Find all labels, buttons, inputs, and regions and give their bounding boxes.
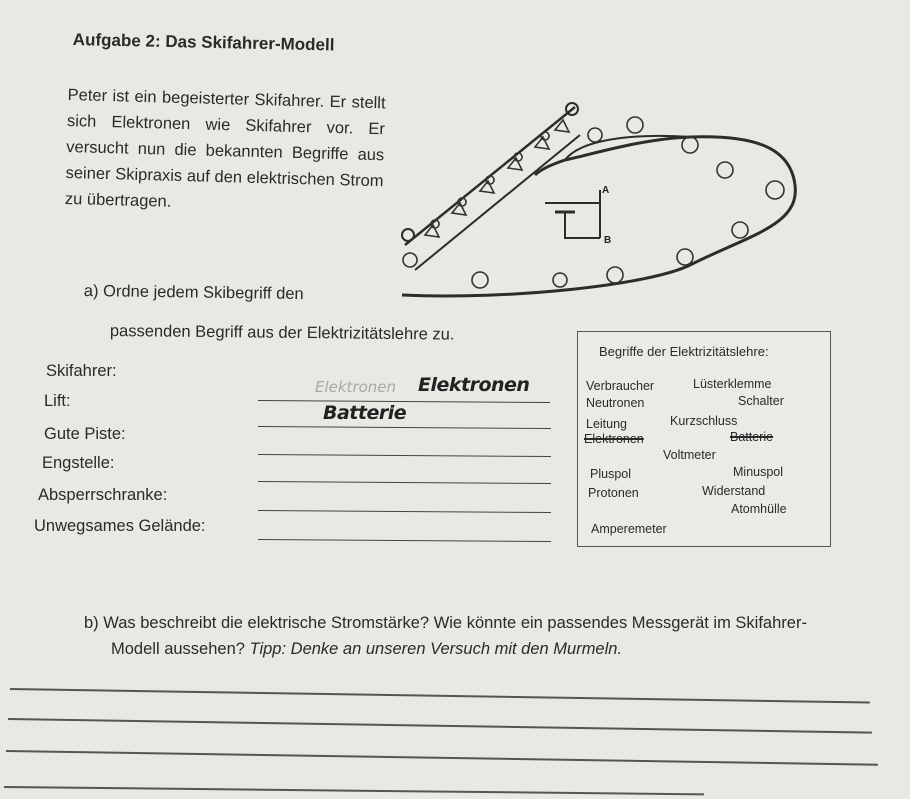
answer-skifahrer: Elektronen	[418, 374, 530, 396]
option-atomhuelle: Atomhülle	[731, 502, 787, 516]
option-leitung: Leitung	[586, 417, 628, 431]
label-b: B	[604, 235, 612, 246]
lift-skier	[508, 153, 522, 170]
answer-line-b-3[interactable]	[6, 750, 878, 765]
part-b-question-1: b) Was beschreibt die elektrische Stromstärke? Wie könnte ein passendes Messgerät im Skifahrer-	[84, 614, 807, 632]
battery-wire	[580, 190, 600, 203]
option-kurzschluss: Kurzschluss	[670, 414, 738, 428]
term-label-skifahrer: Skifahrer:	[46, 362, 117, 380]
term-label-gute-piste: Gute Piste:	[44, 425, 126, 443]
answer-line-absperrschranke[interactable]	[258, 510, 551, 513]
task-title: Aufgabe 2: Das Skifahrer-Modell	[72, 30, 335, 55]
piste-loop	[402, 137, 795, 296]
answer-line-unwegsames-gelaende[interactable]	[258, 539, 551, 542]
answer-line-b-2[interactable]	[8, 718, 872, 733]
part-b-question-2-text: Modell aussehen?	[111, 640, 245, 658]
option-protonen: Protonen	[588, 486, 639, 500]
lift-skier	[535, 132, 549, 149]
skier-model-illustration	[390, 95, 810, 310]
piste-skier	[717, 162, 733, 178]
option-pluspol: Pluspol	[590, 467, 631, 481]
battery-wire	[565, 212, 600, 238]
intro-text: Peter ist ein begeisterter Skifahrer. Er stellt sich Elektronen wie Skifahrer vor. Er versucht nun die bekannten Begriffe aus seiner Skipraxis auf den elektrischen Strom zu übertragen.	[64, 85, 386, 211]
option-voltmeter: Voltmeter	[663, 448, 716, 462]
word-bank-box	[577, 331, 831, 547]
part-b-question-2	[111, 640, 622, 659]
term-label-engstelle: Engstelle:	[42, 454, 115, 472]
option-verbraucher: Verbraucher	[586, 379, 655, 393]
piste-skier	[766, 181, 784, 199]
label-a: A	[602, 185, 610, 196]
lift-skier	[480, 176, 494, 193]
word-bank-title: Begriffe der Elektrizitätslehre:	[599, 344, 769, 359]
term-label-lift: Lift:	[44, 392, 71, 410]
option-batterie: Batterie	[730, 430, 774, 444]
part-b-tip: Tipp: Denke an unseren Versuch mit den Murmeln.	[249, 640, 623, 658]
option-widerstand: Widerstand	[702, 484, 766, 498]
option-amperemeter: Amperemeter	[591, 522, 667, 536]
piste-skier	[682, 137, 698, 153]
piste-skier	[472, 272, 488, 288]
option-schalter: Schalter	[738, 394, 784, 408]
erased-answer-skifahrer: Elektronen	[315, 378, 397, 396]
part-a-instruction-2: passenden Begriff aus der Elektrizitätslehre zu.	[109, 322, 455, 344]
answer-lift: Batterie	[323, 402, 407, 424]
option-neutronen: Neutronen	[586, 396, 645, 410]
answer-line-b-1[interactable]	[10, 688, 870, 703]
piste-skier	[627, 117, 643, 133]
term-label-unwegsames-gelaende: Unwegsames Gelände:	[34, 517, 206, 535]
piste-skier	[732, 222, 748, 238]
piste-skier	[553, 273, 567, 287]
term-label-absperrschranke: Absperrschranke:	[38, 486, 168, 504]
option-elektronen: Elektronen	[584, 432, 644, 446]
option-minuspol: Minuspol	[733, 465, 784, 479]
piste-skier	[677, 249, 693, 265]
piste-skier	[403, 253, 417, 267]
answer-line-lift[interactable]	[258, 426, 551, 429]
answer-line-gute-piste[interactable]	[258, 454, 551, 457]
option-luesterklemme: Lüsterklemme	[693, 377, 772, 391]
lift-wheel-bottom	[402, 229, 414, 241]
answer-line-engstelle[interactable]	[258, 481, 551, 484]
answer-line-b-4[interactable]	[4, 786, 704, 795]
piste-skier	[588, 128, 602, 142]
piste-skier	[607, 267, 623, 283]
part-a-instruction-1: a) Ordne jedem Skibegriff den	[83, 282, 304, 304]
